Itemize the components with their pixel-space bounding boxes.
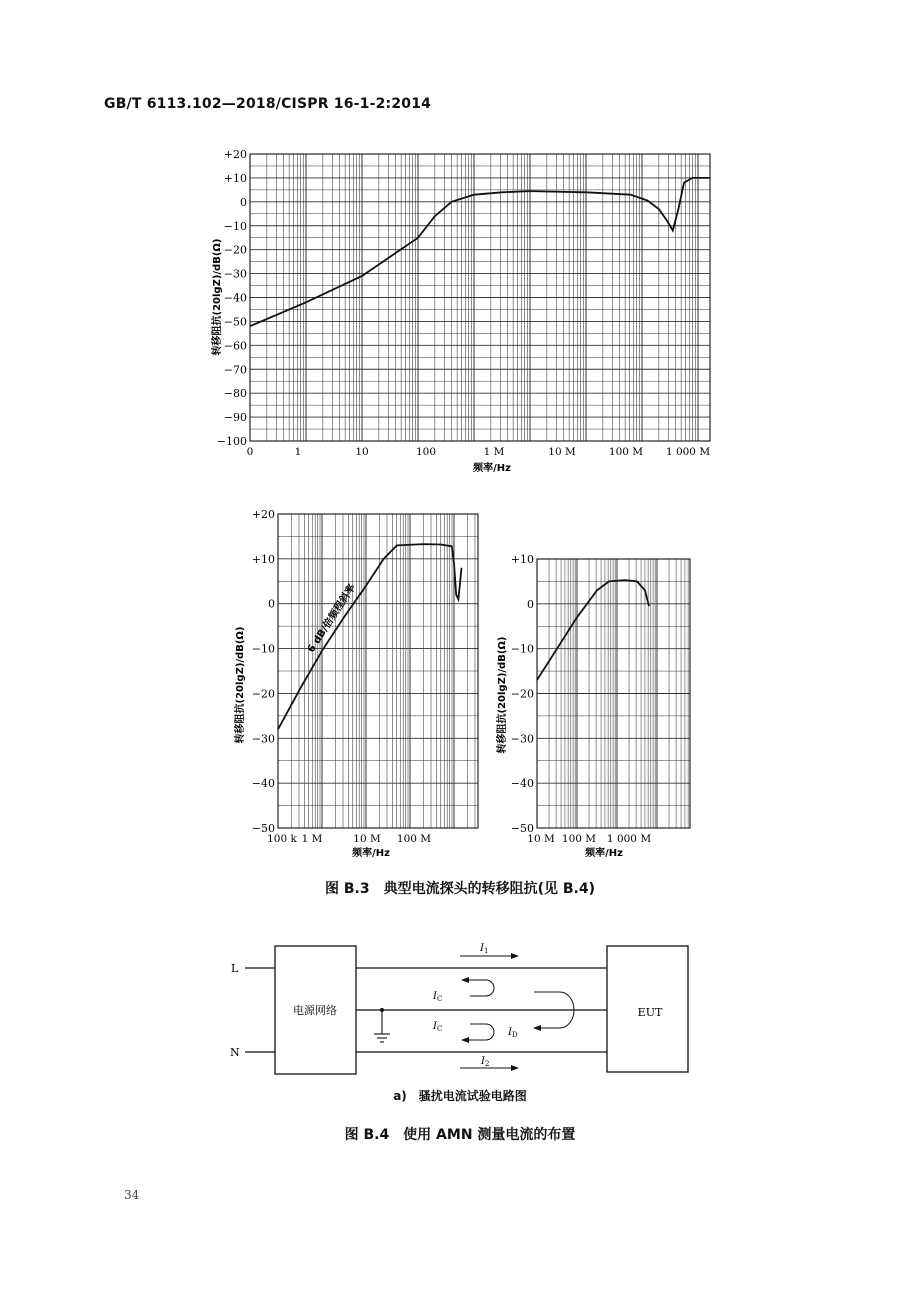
chart1-y-tick-labels — [217, 148, 247, 448]
chart3-x-tick-labels — [527, 833, 651, 845]
c1-y-tick-label: −70 — [223, 363, 247, 377]
c1-x-tick-label: 10 M — [548, 446, 576, 458]
c1-y-tick-label: −30 — [223, 267, 247, 281]
c3-y-tick-label: −10 — [510, 642, 534, 656]
page-header: GB/T 6113.102—2018/CISPR 16-1-2:2014 — [104, 96, 432, 112]
terminal-n-label: N — [230, 1046, 240, 1059]
c2-x-tick-label: 1 M — [301, 833, 323, 845]
chart2-series-line — [278, 544, 462, 729]
c3-y-tick-label: 0 — [527, 597, 534, 611]
chart2-grid — [278, 514, 478, 828]
c1-y-tick-label: −100 — [216, 435, 247, 448]
c2-y-tick-label: −20 — [251, 687, 275, 701]
arrow-id-loop — [534, 992, 574, 1028]
terminal-l-label: L — [231, 962, 239, 975]
c1-y-tick-label: +10 — [223, 171, 247, 185]
c1-x-tick-label: 1 000 M — [665, 446, 711, 458]
c3-x-tick-label: 1 000 M — [606, 833, 652, 845]
c2-y-tick-label: −10 — [251, 642, 275, 656]
c2-x-tick-label: 100 k — [267, 833, 297, 845]
c1-y-tick-label: −80 — [223, 387, 247, 401]
chart2-y-axis-label: 转移阻抗(20lgZ)/dB(Ω) — [235, 626, 246, 744]
arrow-ic-bottom — [462, 1024, 494, 1040]
chart3-grid — [537, 559, 690, 828]
chart2-axes — [278, 514, 478, 828]
c3-y-tick-label: −30 — [510, 732, 534, 746]
c3-y-tick-label: −20 — [510, 687, 534, 701]
c2-y-tick-label: 0 — [268, 597, 275, 611]
chart1-grid — [250, 154, 710, 441]
c3-y-tick-label: −40 — [510, 777, 534, 791]
c1-y-tick-label: +20 — [223, 148, 247, 161]
chart3-series-line — [537, 580, 649, 680]
c1-x-tick-label: 100 — [415, 446, 437, 458]
c2-y-tick-label: +20 — [251, 508, 275, 521]
c1-y-tick-label: −40 — [223, 291, 247, 305]
current-i2-label: $I_2$ — [481, 1056, 490, 1068]
chart3-x-axis-label: 频率/Hz — [585, 848, 623, 859]
page-number: 34 — [124, 1188, 140, 1202]
c1-x-tick-label: 1 M — [483, 446, 505, 458]
c1-x-tick-label: 0 — [246, 446, 254, 458]
chart2-x-tick-labels — [267, 833, 431, 845]
figure-b4-caption: 图 B.4 使用 AMN 测量电流的布置 — [344, 1127, 576, 1143]
figure-b3-caption: 图 B.3 典型电流探头的转移阻抗(见 B.4) — [324, 881, 595, 897]
c2-y-tick-label: +10 — [251, 552, 275, 566]
c2-y-tick-label: −30 — [251, 732, 275, 746]
chart2-x-axis-label: 频率/Hz — [352, 848, 390, 859]
current-ic-bottom-label: $I_C$ — [433, 1021, 443, 1033]
arrow-ic-top — [462, 980, 494, 996]
c3-y-tick-label: +10 — [510, 553, 534, 566]
c1-x-tick-label: 100 M — [608, 446, 644, 458]
eut-label: EUT — [637, 1006, 663, 1019]
c1-y-tick-label: −60 — [223, 339, 247, 353]
chart2-y-tick-labels — [252, 508, 275, 835]
chart1-axes — [250, 154, 710, 441]
chart3-axes — [537, 559, 690, 828]
c2-y-tick-label: −40 — [251, 777, 275, 791]
power-network-box — [275, 946, 356, 1074]
c1-y-tick-label: 0 — [240, 195, 247, 209]
power-network-label: 电源网络 — [293, 1004, 337, 1017]
c1-y-tick-label: −10 — [223, 219, 247, 233]
c3-x-tick-label: 100 M — [561, 833, 597, 845]
c2-frame — [278, 514, 478, 828]
chart3-y-axis-label: 转移阻抗(20lgZ)/dB(Ω) — [497, 636, 508, 754]
ground-node — [380, 1008, 384, 1012]
c2-x-tick-label: 100 M — [396, 833, 432, 845]
current-id-label: $I_D$ — [508, 1027, 518, 1039]
chart3-y-tick-labels — [511, 553, 534, 835]
c3-frame — [537, 559, 690, 828]
circuit-subcaption: a) 骚扰电流试验电路图 — [393, 1089, 527, 1103]
c2-x-tick-label: 10 M — [353, 833, 381, 845]
c1-y-tick-label: −50 — [223, 315, 247, 329]
chart1-x-tick-labels — [247, 446, 711, 458]
c2-y-tick-label: −50 — [251, 822, 275, 835]
chart1-x-axis-label: 频率/Hz — [473, 463, 511, 474]
c1-y-tick-label: −20 — [223, 243, 247, 257]
current-ic-top-label: $I_C$ — [433, 991, 443, 1003]
chart2-slope-annotation: 6 dB/倍频程斜率 — [305, 582, 358, 655]
c1-y-tick-label: −90 — [223, 411, 247, 425]
c1-x-tick-label: 1 — [294, 446, 302, 458]
c3-y-tick-label: −50 — [510, 822, 534, 835]
c1-frame — [250, 154, 710, 441]
chart1-y-axis-label: 转移阻抗(20lgZ)/dB(Ω) — [212, 238, 223, 356]
c1-x-tick-label: 10 — [355, 446, 369, 458]
chart1-series-line — [250, 178, 710, 326]
current-i1-label: $I_1$ — [480, 943, 489, 955]
eut-box — [607, 946, 688, 1072]
c3-x-tick-label: 10 M — [527, 833, 555, 845]
